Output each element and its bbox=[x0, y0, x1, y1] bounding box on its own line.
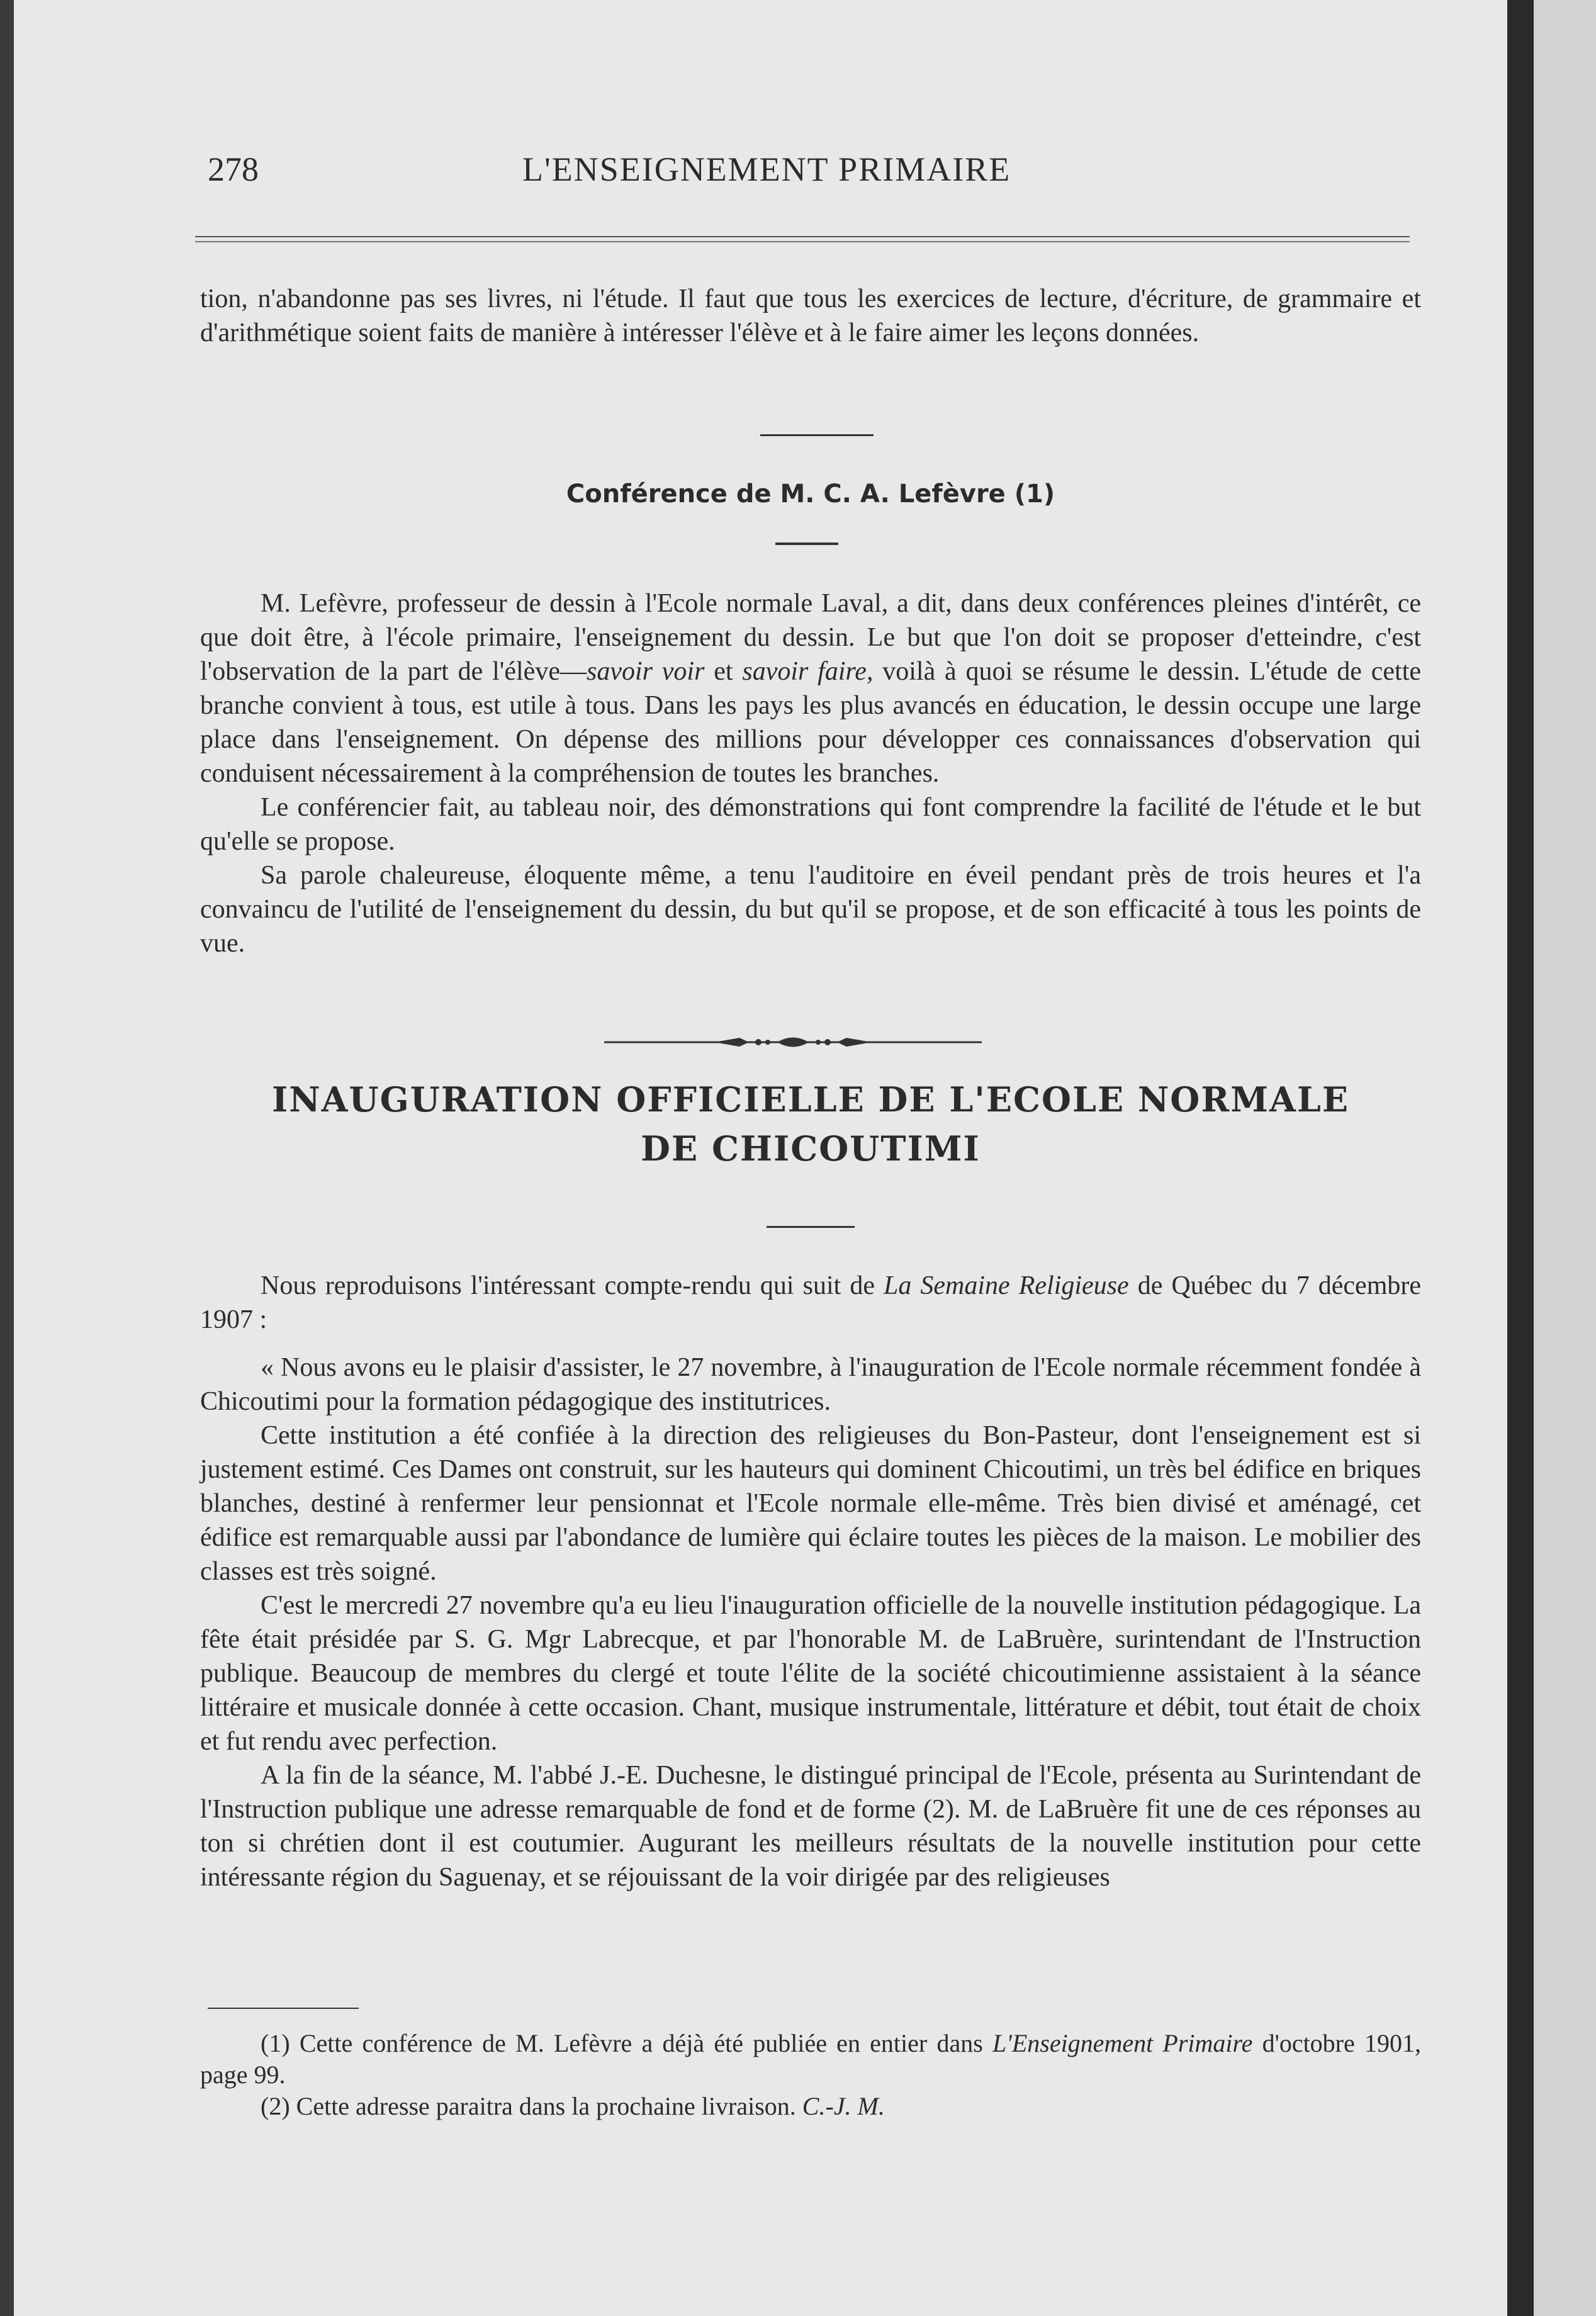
conference-paragraph-3: Sa parole chaleureuse, éloquente même, a tenu l'auditoire en éveil pendant près de trois heures et l'a convaincu de l'utilité de l'enseignement du dessin, du but qu'il se propose, et de son efficacité à tous les points de vue. bbox=[200, 861, 1421, 958]
article-intro-b: de Québec du 7 décembre 1907 : bbox=[200, 1271, 1421, 1334]
article-intro bbox=[200, 1269, 1421, 1337]
section-divider bbox=[760, 434, 874, 436]
article-intro-source: La Semaine Religieuse bbox=[884, 1271, 1129, 1300]
footnote-1 bbox=[200, 2028, 1421, 2091]
article-paragraph-4: A la fin de la séance, M. l'abbé J.-E. Duchesne, le distingué principal de l'Ecole, présenta au Surintendant de l'Instruction publique une adresse remarquable de fond et de forme (2). M. de LaBruère fit une de ces réponses au ton si chrétien dont il est coutumier. Augurant les meilleurs résultats de la nouvelle institution pour cette intéressante région du Saguenay, et se réjouissant de la voir dirigée par des religieuses bbox=[200, 1761, 1421, 1892]
continuation-text: tion, n'abandonne pas ses livres, ni l'étude. Il faut que tous les exercices de lecture, d'écriture, de grammaire et d'arithmétique soient faits de manière à intéresser l'élève et à le faire aimer les leçons données. bbox=[200, 284, 1421, 347]
article-intro-a: Nous reproduisons l'intéressant compte-rendu qui suit de bbox=[261, 1271, 884, 1300]
title-divider bbox=[767, 1226, 855, 1228]
scan-left-edge bbox=[0, 0, 14, 2316]
page-number: 278 bbox=[208, 150, 259, 188]
conference-p1-emphasis-2: savoir faire, bbox=[742, 657, 874, 686]
footnote-1-title: L'Enseignement Primaire bbox=[992, 2029, 1253, 2057]
ornamental-divider bbox=[604, 1030, 982, 1055]
conference-p1-b: et bbox=[704, 657, 743, 686]
article-title bbox=[200, 1075, 1421, 1173]
article-paragraph-1: « Nous avons eu le plaisir d'assister, le 27 novembre, à l'inauguration de l'Ecole normale récemment fondée à Chicoutimi pour la formation pédagogique des institutrices. bbox=[200, 1353, 1421, 1416]
scan-background bbox=[1534, 0, 1596, 2316]
conference-heading: Conférence de M. C. A. Lefèvre (1) bbox=[566, 480, 1055, 509]
footnote-rule bbox=[208, 2008, 359, 2009]
article-title-line-1: INAUGURATION OFFICIELLE DE L'ECOLE NORMALE bbox=[271, 1079, 1349, 1120]
article-paragraph-2: Cette institution a été confiée à la direction des religieuses du Bon-Pasteur, dont l'enseignement est si justement estimé. Ces Dames ont construit, sur les hauteurs qui dominent Chicoutimi, un très bel édifice en briques blanches, destiné à renfermer leur pensionnat et l'Ecole normale elle-même. Très bien divisé et aménagé, cet édifice est remarquable aussi par l'abondance de lumière qui éclaire toutes les pièces de la maison. Le mobilier des classes est très soigné. bbox=[200, 1421, 1421, 1586]
continuation-paragraph bbox=[200, 282, 1421, 350]
conference-p1-a: M. Lefèvre, professeur de dessin à l'Ecole normale Laval, a dit, dans deux conférences pleines d'intérêt, ce que doit être, à l'école primaire, l'enseignement du dessin. Le but que l'on doit se proposer d'etteindre, c'est l'observation de la part de l'élève— bbox=[200, 589, 1421, 686]
conference-p1-emphasis-1: savoir voir bbox=[586, 657, 705, 686]
page-binding-edge bbox=[1507, 0, 1534, 2316]
footnote-2 bbox=[200, 2091, 1421, 2122]
footnote-1-a: (1) Cette conférence de M. Lefèvre a déjà été publiée en entier dans bbox=[261, 2029, 993, 2057]
heading-underline bbox=[775, 542, 838, 545]
running-title: L'ENSEIGNEMENT PRIMAIRE bbox=[522, 150, 1011, 188]
footnote-1-b: d'octobre 1901, page 99. bbox=[200, 2029, 1421, 2089]
conference-paragraph-2: Le conférencier fait, au tableau noir, des démonstrations qui font comprendre la facilité de l'étude et le but qu'elle se propose. bbox=[200, 793, 1421, 856]
footnote-2-a: (2) Cette adresse paraitra dans la prochaine livraison. bbox=[261, 2092, 802, 2120]
header-rule bbox=[195, 236, 1410, 242]
footnotes bbox=[200, 2028, 1421, 2122]
conference-p1-c: voilà à quoi se résume le dessin. L'étude de cette branche convient à tous, est utile à tous. Dans les pays les plus avancés en éducation, le dessin occupe une large place dans l'enseignement. On dépense des millions pour développer ces connaissances d'observation qui conduisent nécessairement à la compréhension de toutes les branches. bbox=[200, 657, 1422, 788]
article-title-line-2: DE CHICOUTIMI bbox=[641, 1128, 981, 1169]
conference-paragraph-1 bbox=[200, 587, 1421, 790]
footnote-2-signature: C.-J. M. bbox=[802, 2092, 885, 2120]
conference-body bbox=[200, 587, 1421, 960]
article-paragraph-3: C'est le mercredi 27 novembre qu'a eu lieu l'inauguration officielle de la nouvelle institution pédagogique. La fête était présidée par S. G. Mgr Labrecque, et par l'honorable M. de LaBruère, surintendant de l'Instruction publique. Beaucoup de membres du clergé et toute l'élite de la société chicoutimienne assistaient à la séance littéraire et musicale donnée à cette occasion. Chant, musique instrumentale, littérature et débit, tout était de choix et fut rendu avec perfection. bbox=[200, 1591, 1421, 1756]
article-body bbox=[200, 1269, 1421, 1894]
